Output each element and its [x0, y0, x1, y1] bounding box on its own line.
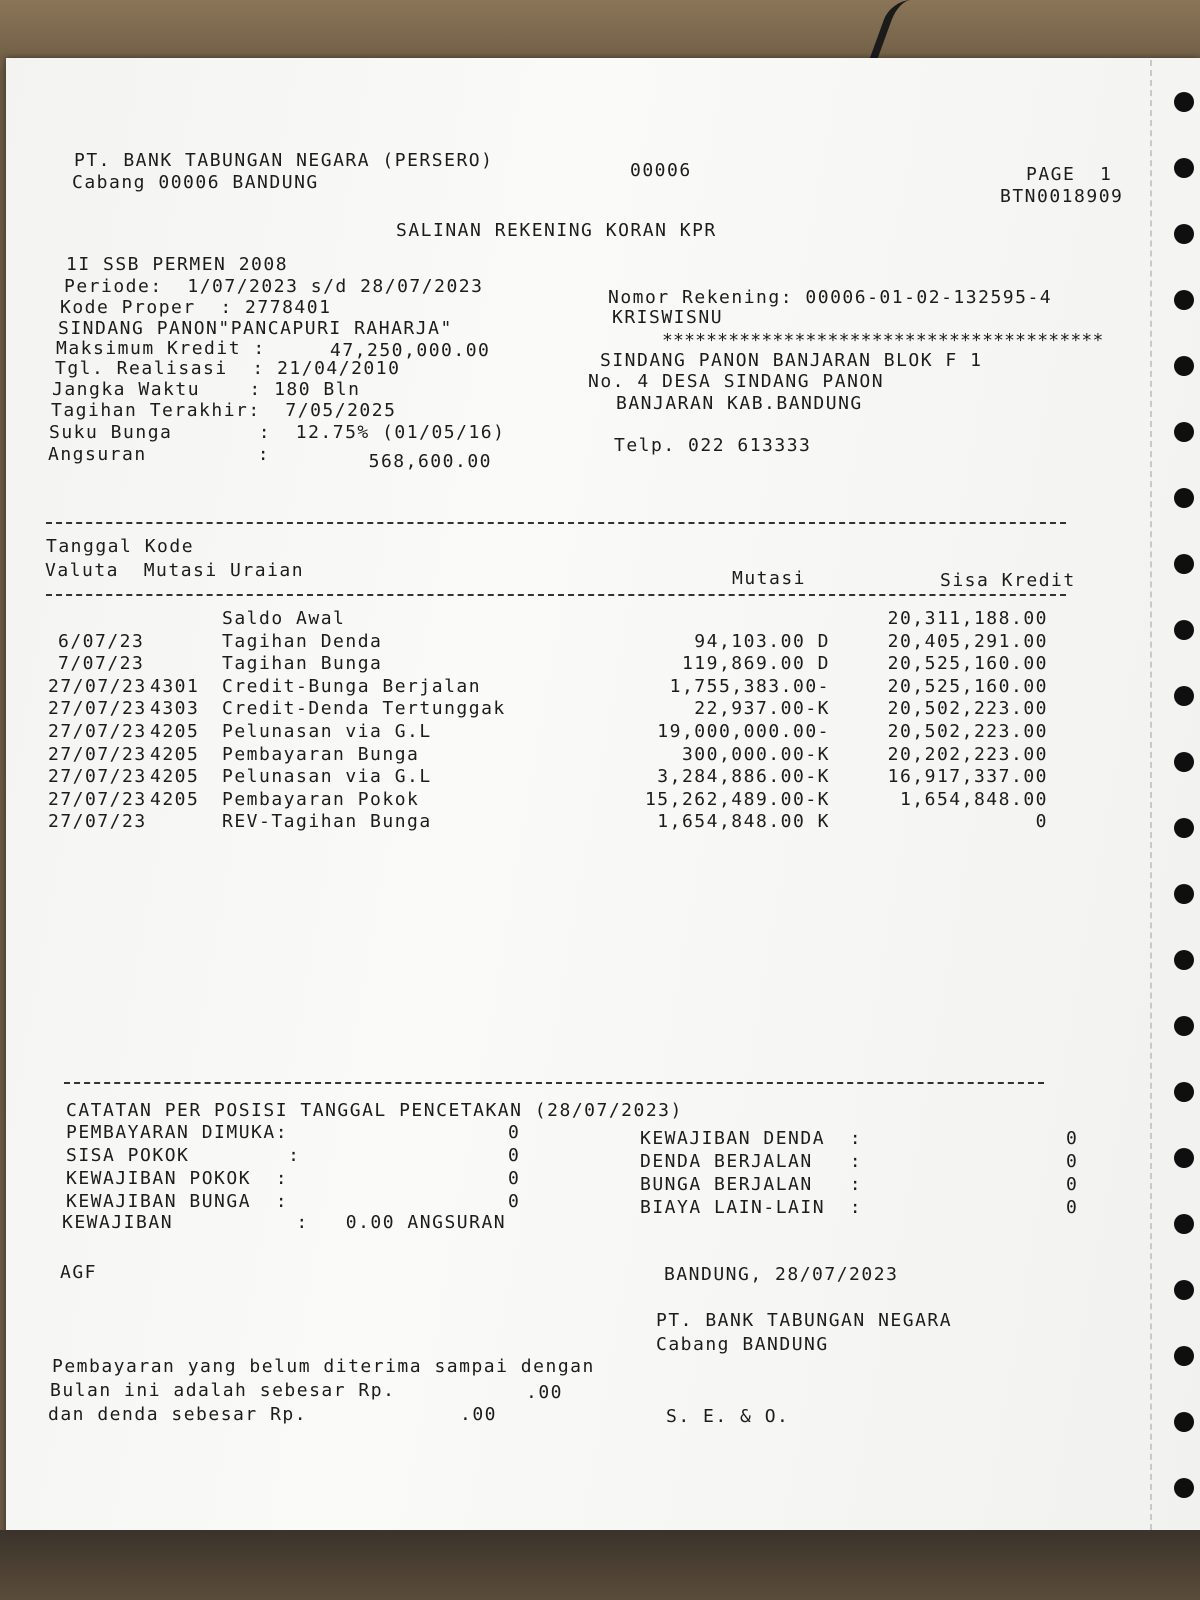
feed-hole: [1174, 488, 1194, 508]
notes-right-value: 0: [1066, 1197, 1079, 1218]
tx-sisa-kredit: 16,917,337.00: [887, 766, 1048, 788]
tx-mutasi: 22,937.00-K: [694, 698, 830, 720]
program-name: 1I SSB PERMEN 2008: [66, 254, 289, 275]
jangka-waktu: Jangka Waktu : 180 Bln: [52, 379, 361, 400]
tx-sisa-kredit: 0: [1035, 811, 1048, 833]
col-sisa-kredit: Sisa Kredit: [940, 570, 1076, 591]
tx-mutasi: 1,755,383.00-: [669, 675, 830, 697]
feed-hole: [1174, 224, 1194, 244]
feed-hole: [1174, 422, 1194, 442]
maksimum-kredit-label: Maksimum Kredit :: [56, 338, 266, 359]
tx-sisa-kredit: 20,405,291.00: [887, 630, 1048, 652]
tx-code: 4205: [150, 721, 200, 742]
tx-mutasi: 15,262,489.00-K: [644, 788, 830, 810]
footer-note-line-1: Pembayaran yang belum diterima sampai dengan: [52, 1356, 595, 1377]
kode-proper: Kode Proper : 2778401: [60, 297, 332, 318]
notes-right-value: 0: [1066, 1128, 1079, 1149]
tx-description: Pembayaran Bunga: [222, 743, 420, 765]
col-mutasi: Mutasi: [732, 568, 807, 589]
signer-branch: Cabang BANDUNG: [656, 1334, 829, 1355]
angsuran-label: Angsuran :: [48, 444, 271, 465]
branch-name: Cabang 00006 BANDUNG: [72, 172, 319, 193]
footer-note-line-3-value: .00: [460, 1404, 498, 1425]
divider-header: [46, 594, 1066, 596]
tractor-feed-holes: [1174, 92, 1200, 1532]
feed-hole: [1174, 1280, 1194, 1300]
notes-title: CATATAN PER POSISI TANGGAL PENCETAKAN (28/07/2023): [66, 1100, 683, 1121]
feed-hole: [1174, 1214, 1194, 1234]
tx-mutasi: 19,000,000.00-: [657, 721, 830, 742]
tx-mutasi: 300,000.00-K: [681, 743, 830, 765]
periode: Periode: 1/07/2023 s/d 28/07/2023: [64, 276, 484, 297]
tx-description: Tagihan Denda: [222, 630, 383, 652]
initials: AGF: [60, 1262, 98, 1283]
address-line-1: SINDANG PANON BANJARAN BLOK F 1: [600, 350, 983, 371]
notes-right-label: KEWAJIBAN DENDA :: [640, 1128, 863, 1149]
tx-code: 4205: [150, 788, 200, 810]
notes-left-value: 0: [508, 1122, 521, 1143]
customer-name: KRISWISNU: [612, 307, 724, 328]
tx-description: Saldo Awal: [222, 608, 346, 629]
feed-hole: [1174, 950, 1194, 970]
notes-right-label: BIAYA LAIN-LAIN :: [640, 1197, 863, 1218]
tx-code: 4205: [150, 743, 200, 765]
address-line-2: No. 4 DESA SINDANG PANON: [588, 371, 885, 392]
tx-mutasi: 1,654,848.00 K: [657, 811, 830, 833]
feed-hole: [1174, 1148, 1194, 1168]
angsuran-value: 568,600.00: [368, 451, 492, 472]
tx-sisa-kredit: 20,502,223.00: [887, 721, 1048, 742]
tx-date: 27/07/23: [48, 811, 147, 833]
tx-description: Pelunasan via G.L: [222, 766, 432, 788]
feed-hole: [1174, 356, 1194, 376]
tx-mutasi: 3,284,886.00-K: [657, 766, 830, 788]
col-tanggal-kode: Tanggal Kode: [46, 536, 195, 557]
tx-date: 27/07/23: [48, 788, 147, 810]
notes-right-label: DENDA BERJALAN :: [640, 1151, 863, 1172]
tx-date: 27/07/23: [48, 698, 147, 720]
feed-hole: [1174, 1478, 1194, 1498]
feed-hole: [1174, 818, 1194, 838]
maksimum-kredit-value: 47,250,000.00: [330, 340, 491, 361]
tx-sisa-kredit: 20,311,188.00: [887, 608, 1048, 629]
tx-date: 27/07/23: [48, 675, 147, 697]
tx-description: REV-Tagihan Bunga: [222, 811, 432, 833]
feed-hole: [1174, 884, 1194, 904]
tx-code: 4301: [150, 675, 200, 697]
telephone: Telp. 022 613333: [614, 435, 812, 456]
address-line-3: BANJARAN KAB.BANDUNG: [616, 393, 863, 414]
document-title: SALINAN REKENING KORAN KPR: [396, 220, 717, 241]
feed-hole: [1174, 686, 1194, 706]
tagihan-terakhir: Tagihan Terakhir: 7/05/2025: [51, 400, 397, 421]
notes-left-value: 0: [508, 1145, 521, 1166]
tx-description: Pelunasan via G.L: [222, 721, 432, 742]
divider-top: [46, 522, 1066, 524]
nomor-rekening: Nomor Rekening: 00006-01-02-132595-4: [608, 287, 1053, 308]
notes-left-value: 0: [508, 1191, 521, 1212]
footer-note-line-3: dan denda sebesar Rp.: [48, 1404, 308, 1425]
table-surface-bottom: [0, 1530, 1200, 1600]
tx-sisa-kredit: 20,525,160.00: [887, 653, 1048, 675]
feed-hole: [1174, 554, 1194, 574]
seo-note: S. E. & O.: [666, 1406, 790, 1427]
col-valuta-mutasi-uraian: Valuta Mutasi Uraian: [45, 560, 305, 581]
divider-notes: [64, 1082, 1044, 1084]
feed-hole: [1174, 1346, 1194, 1366]
feed-hole: [1174, 1412, 1194, 1432]
tx-sisa-kredit: 1,654,848.00: [899, 788, 1048, 810]
tx-date: 27/07/23: [48, 766, 147, 788]
place-date: BANDUNG, 28/07/2023: [664, 1264, 899, 1285]
tx-code: 4303: [150, 698, 200, 720]
tx-date: 27/07/23: [48, 743, 147, 765]
signer-bank: PT. BANK TABUNGAN NEGARA: [656, 1310, 953, 1331]
feed-hole: [1174, 1082, 1194, 1102]
feed-hole: [1174, 158, 1194, 178]
tx-sisa-kredit: 20,202,223.00: [887, 743, 1048, 765]
project-name: SINDANG PANON"PANCAPURI RAHARJA": [58, 318, 453, 339]
tx-description: Pembayaran Pokok: [222, 788, 420, 810]
notes-left-label: PEMBAYARAN DIMUKA:: [66, 1122, 289, 1143]
tx-sisa-kredit: 20,525,160.00: [887, 675, 1048, 697]
branch-code: 00006: [630, 160, 692, 181]
feed-hole: [1174, 92, 1194, 112]
feed-hole: [1174, 1016, 1194, 1036]
notes-left-value: 0: [508, 1168, 521, 1189]
notes-left-label: SISA POKOK :: [66, 1145, 301, 1166]
feed-hole: [1174, 620, 1194, 640]
notes-left-label: KEWAJIBAN POKOK :: [66, 1168, 289, 1189]
feed-hole: [1174, 290, 1194, 310]
tx-date: 7/07/23: [58, 653, 145, 675]
notes-left-label: KEWAJIBAN BUNGA :: [66, 1191, 289, 1212]
separator-stars: ****************************************: [662, 330, 1104, 351]
tx-sisa-kredit: 20,502,223.00: [887, 698, 1048, 720]
tx-date: 6/07/23: [58, 630, 145, 652]
document-id: BTN0018909: [1000, 186, 1124, 207]
footer-note-line-2: Bulan ini adalah sebesar Rp.: [50, 1380, 396, 1401]
tx-mutasi: 94,103.00 D: [694, 630, 830, 652]
kewajiban-line: KEWAJIBAN : 0.00 ANGSURAN: [62, 1212, 507, 1233]
bank-name: PT. BANK TABUNGAN NEGARA (PERSERO): [74, 150, 494, 171]
tgl-realisasi: Tgl. Realisasi : 21/04/2010: [55, 358, 401, 379]
tx-code: 4205: [150, 766, 200, 788]
notes-right-value: 0: [1066, 1151, 1079, 1172]
tx-description: Credit-Bunga Berjalan: [222, 675, 482, 697]
tx-description: Credit-Denda Tertunggak: [222, 698, 506, 720]
notes-right-value: 0: [1066, 1174, 1079, 1195]
tx-description: Tagihan Bunga: [222, 653, 383, 675]
notes-right-label: BUNGA BERJALAN :: [640, 1174, 863, 1195]
feed-hole: [1174, 752, 1194, 772]
tx-mutasi: 119,869.00 D: [681, 653, 830, 675]
suku-bunga: Suku Bunga : 12.75% (01/05/16): [49, 422, 506, 443]
tx-date: 27/07/23: [48, 721, 147, 742]
footer-note-line-2-value: .00: [526, 1382, 564, 1403]
page-number: PAGE 1: [1026, 164, 1113, 185]
perforation-line: [1150, 60, 1153, 1530]
